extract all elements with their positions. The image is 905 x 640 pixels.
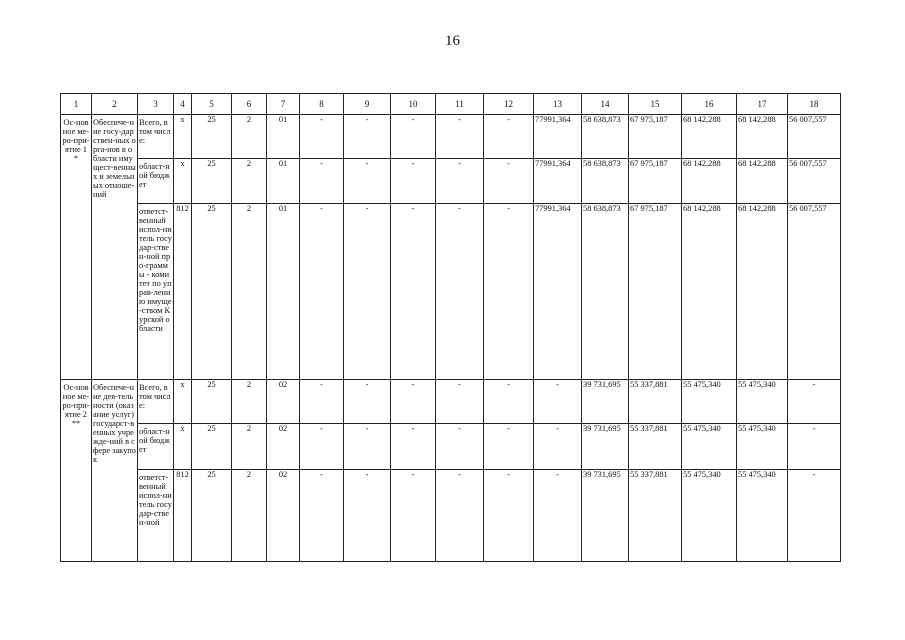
table-row bbox=[61, 470, 841, 562]
header-cell: 13 bbox=[534, 94, 582, 115]
table-cell: - bbox=[344, 470, 391, 562]
table-cell: 55 475,340 bbox=[737, 424, 788, 470]
table-cell: 77991,364 bbox=[534, 159, 582, 204]
header-row bbox=[61, 94, 841, 115]
table-cell: - bbox=[300, 470, 344, 562]
table-cell: 25 bbox=[192, 424, 232, 470]
table-cell: 39 731,695 bbox=[582, 424, 629, 470]
header-cell: 12 bbox=[484, 94, 534, 115]
table-cell: - bbox=[436, 159, 484, 204]
activity-name: Ос-новное ме-ро-при-ятие 1 * bbox=[61, 115, 92, 380]
table-cell: - bbox=[534, 424, 582, 470]
table-cell: - bbox=[484, 424, 534, 470]
table-row bbox=[61, 115, 841, 159]
funding-source: ответст-венный испол-нитель государ-ствен-ной bbox=[138, 470, 174, 562]
table-cell: 55 475,340 bbox=[682, 470, 737, 562]
funding-source: ответст-венный испол-нитель государ-ствен-ной про-граммы - комитет по управ-лению имуще-ством Курской области bbox=[138, 204, 174, 380]
table-cell: 56 007,557 bbox=[788, 204, 841, 380]
header-cell: 5 bbox=[192, 94, 232, 115]
table-cell: - bbox=[534, 380, 582, 424]
table-cell: 25 bbox=[192, 159, 232, 204]
header-cell: 15 bbox=[629, 94, 682, 115]
table-cell: х bbox=[174, 159, 192, 204]
table-cell: 67 975,187 bbox=[629, 159, 682, 204]
table-cell: - bbox=[484, 159, 534, 204]
table-cell: - bbox=[300, 380, 344, 424]
table-cell: 58 638,873 bbox=[582, 115, 629, 159]
header-cell: 14 bbox=[582, 94, 629, 115]
table-cell: 2 bbox=[232, 159, 267, 204]
table-cell: 55 475,340 bbox=[682, 380, 737, 424]
budget-table bbox=[60, 93, 841, 562]
table-cell: 39 731,695 bbox=[582, 380, 629, 424]
activity-description: Обеспече-ние госу-дарствен-ных орга-нов в области имущест-венных и земельных отноше-ний bbox=[92, 115, 138, 380]
table-cell: - bbox=[391, 115, 436, 159]
table-cell: 56 007,557 bbox=[788, 115, 841, 159]
table-cell: 68 142,288 bbox=[737, 159, 788, 204]
table-row bbox=[61, 204, 841, 380]
header-cell: 11 bbox=[436, 94, 484, 115]
funding-source: Всего, в том числе: bbox=[138, 115, 174, 159]
table-cell: - bbox=[436, 115, 484, 159]
header-cell: 6 bbox=[232, 94, 267, 115]
table-cell: 25 bbox=[192, 380, 232, 424]
table-cell: х bbox=[174, 424, 192, 470]
table-cell: 2 bbox=[232, 204, 267, 380]
table-cell: 02 bbox=[267, 470, 300, 562]
table-cell: 25 bbox=[192, 470, 232, 562]
table-cell: 2 bbox=[232, 424, 267, 470]
funding-source: Всего, в том числе: bbox=[138, 380, 174, 424]
table-cell: - bbox=[391, 424, 436, 470]
table-cell: 812 bbox=[174, 470, 192, 562]
page-number: 16 bbox=[445, 33, 460, 49]
table-row bbox=[61, 380, 841, 424]
header-cell: 7 bbox=[267, 94, 300, 115]
table-cell: 55 475,340 bbox=[682, 424, 737, 470]
table-cell: - bbox=[484, 115, 534, 159]
header-cell: 3 bbox=[138, 94, 174, 115]
table-cell: - bbox=[344, 204, 391, 380]
funding-source: област-ной бюджет bbox=[138, 159, 174, 204]
header-cell: 2 bbox=[92, 94, 138, 115]
header-cell: 10 bbox=[391, 94, 436, 115]
activity-name: Ос-новное ме-ро-при-ятие 2 ** bbox=[61, 380, 92, 562]
table-cell: 01 bbox=[267, 204, 300, 380]
table-cell: - bbox=[344, 115, 391, 159]
table-cell: 25 bbox=[192, 204, 232, 380]
table-cell: - bbox=[436, 204, 484, 380]
table-cell: - bbox=[484, 380, 534, 424]
table-cell: 68 142,288 bbox=[682, 204, 737, 380]
table-cell: 25 bbox=[192, 115, 232, 159]
header-cell: 8 bbox=[300, 94, 344, 115]
table-cell: - bbox=[391, 380, 436, 424]
table-cell: - bbox=[300, 115, 344, 159]
header-cell: 16 bbox=[682, 94, 737, 115]
table-cell: - bbox=[391, 470, 436, 562]
table-cell: 812 bbox=[174, 204, 192, 380]
table-cell: 55 475,340 bbox=[737, 380, 788, 424]
table-cell: 2 bbox=[232, 380, 267, 424]
table-row bbox=[61, 424, 841, 470]
table-cell: - bbox=[436, 424, 484, 470]
table-cell: 2 bbox=[232, 470, 267, 562]
header-cell: 18 bbox=[788, 94, 841, 115]
table-cell: 67 975,187 bbox=[629, 115, 682, 159]
table-cell: 58 638,873 bbox=[582, 159, 629, 204]
table-cell: - bbox=[788, 424, 841, 470]
table-cell: 2 bbox=[232, 115, 267, 159]
table-cell: 55 337,881 bbox=[629, 424, 682, 470]
table-cell: - bbox=[436, 470, 484, 562]
table-cell: 55 337,881 bbox=[629, 380, 682, 424]
table-cell: - bbox=[534, 470, 582, 562]
table-cell: - bbox=[344, 424, 391, 470]
table-cell: 01 bbox=[267, 159, 300, 204]
header-cell: 1 bbox=[61, 94, 92, 115]
table-cell: 68 142,288 bbox=[737, 204, 788, 380]
table-cell: 55 475,340 bbox=[737, 470, 788, 562]
table-cell: - bbox=[300, 204, 344, 380]
table-cell: - bbox=[300, 424, 344, 470]
table-cell: 55 337,881 bbox=[629, 470, 682, 562]
table-cell: 68 142,288 bbox=[682, 115, 737, 159]
table-cell: 39 731,695 bbox=[582, 470, 629, 562]
table-cell: 67 975,187 bbox=[629, 204, 682, 380]
funding-source: област-ной бюджет bbox=[138, 424, 174, 470]
table-cell: 77991,364 bbox=[534, 204, 582, 380]
table-cell: 56 007,557 bbox=[788, 159, 841, 204]
table-cell: 68 142,288 bbox=[682, 159, 737, 204]
table-cell: 68 142,288 bbox=[737, 115, 788, 159]
table-cell: - bbox=[436, 380, 484, 424]
table-cell: 77991,364 bbox=[534, 115, 582, 159]
header-cell: 9 bbox=[344, 94, 391, 115]
table-cell: х bbox=[174, 115, 192, 159]
table-cell: - bbox=[344, 380, 391, 424]
header-cell: 17 bbox=[737, 94, 788, 115]
table-cell: - bbox=[344, 159, 391, 204]
header-cell: 4 bbox=[174, 94, 192, 115]
table-cell: 58 638,873 bbox=[582, 204, 629, 380]
table-cell: - bbox=[300, 159, 344, 204]
table-cell: - bbox=[391, 159, 436, 204]
table-cell: - bbox=[484, 204, 534, 380]
table-cell: 02 bbox=[267, 424, 300, 470]
table-cell: 02 bbox=[267, 380, 300, 424]
table-cell: х bbox=[174, 380, 192, 424]
table-cell: - bbox=[484, 470, 534, 562]
table-cell: - bbox=[391, 204, 436, 380]
table-cell: 01 bbox=[267, 115, 300, 159]
table-row bbox=[61, 159, 841, 204]
table-cell: - bbox=[788, 380, 841, 424]
activity-description: Обеспече-ние дея-тельности (оказание услуг) государст-венных учрежде-ний в сфере закупок bbox=[92, 380, 138, 562]
table-cell: - bbox=[788, 470, 841, 562]
